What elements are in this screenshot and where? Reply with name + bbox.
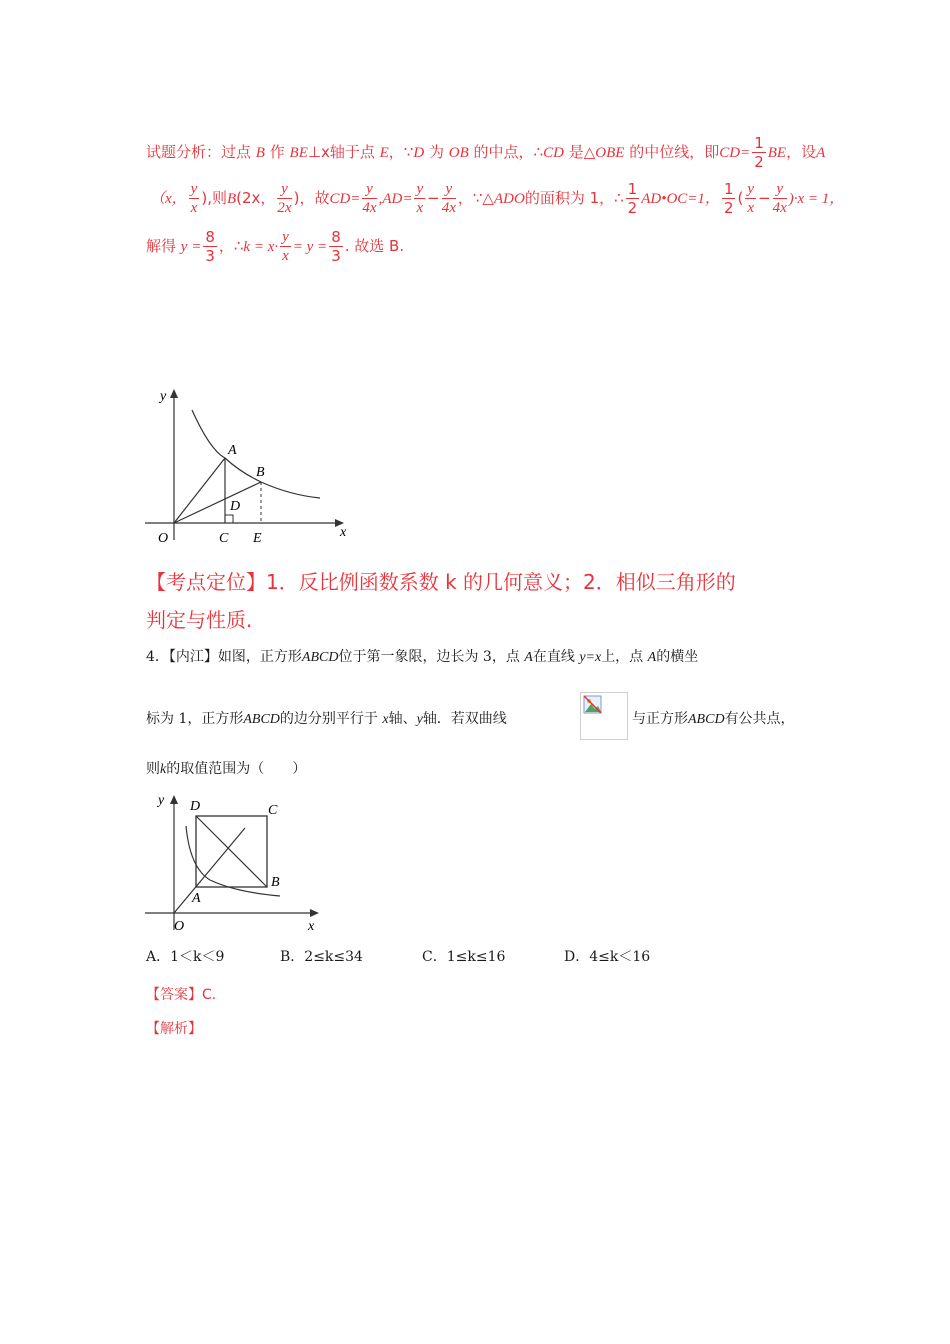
- paren: (: [737, 189, 744, 207]
- label-x: x: [340, 525, 347, 540]
- var-a: A: [816, 145, 826, 161]
- fraction-half: [752, 134, 766, 171]
- frac-den: 3: [331, 247, 341, 265]
- analysis-text: . 故选 B.: [344, 237, 405, 255]
- frac-den: x: [282, 248, 289, 264]
- q-text: 上，点: [601, 649, 644, 665]
- analysis-text: 解得: [146, 237, 177, 255]
- label-o: O: [158, 531, 169, 546]
- analysis-text: )，故: [293, 189, 330, 207]
- analysis-text: 的面积为 1，∴: [524, 189, 624, 207]
- figure-1-diagram: [140, 380, 370, 550]
- expr-eq: = y =: [292, 239, 328, 255]
- analysis-text: 的中点，∴: [473, 143, 544, 161]
- q-text: 的边分别平行于: [279, 711, 378, 727]
- right-angle-mark: [225, 515, 233, 523]
- segment-oa: [174, 458, 225, 523]
- analysis-line-2: [150, 180, 844, 217]
- keypoint-line-2: 判定与性质.: [146, 608, 253, 632]
- frac-den: x: [747, 200, 755, 216]
- frac-num: y: [190, 181, 198, 197]
- q-text: 标为 1，正方形: [146, 711, 244, 727]
- frac-num: y: [362, 180, 376, 199]
- label-y: y: [158, 793, 165, 808]
- label-y: y: [160, 389, 167, 404]
- label-x: x: [308, 919, 315, 934]
- var-ad: ,AD=: [378, 191, 413, 207]
- var-obe: OBE: [595, 145, 625, 161]
- minus-sign: −: [758, 189, 771, 207]
- fraction-y-over-4x: [362, 180, 376, 217]
- label-c: C: [268, 803, 278, 818]
- fraction-y-over-x: [414, 180, 425, 217]
- frac-num: 1: [723, 180, 734, 198]
- var-adoc: AD•OC=1，: [641, 191, 720, 207]
- frac-num: y: [773, 180, 787, 199]
- q-text: 的横坐: [656, 649, 699, 665]
- question-line-1: [146, 646, 698, 666]
- fraction-half: [626, 180, 640, 217]
- analysis-text: 试题分析：过点: [146, 143, 252, 161]
- label-b: B: [271, 875, 280, 890]
- q-text: 轴、: [388, 711, 417, 727]
- label-d: D: [230, 499, 241, 514]
- minus-sign: −: [427, 189, 440, 207]
- q-text: 位于第一象限，边长为 3，点: [338, 649, 520, 665]
- q-text: 在直线: [532, 649, 575, 665]
- analysis-line-3: [146, 228, 404, 265]
- analysis-line-1: [146, 134, 825, 171]
- fraction-8-over-3: [329, 228, 343, 265]
- question-line-3: [146, 758, 306, 778]
- frac-den: 3: [205, 247, 215, 265]
- var-abcd: ABCD: [301, 650, 339, 665]
- analysis-text: （x，: [150, 191, 187, 207]
- fraction-y-over-4x: [773, 180, 787, 217]
- image-placeholder-icon: [583, 695, 603, 715]
- frac-num: 8: [331, 228, 341, 246]
- frac-num: y: [282, 229, 289, 245]
- frac-den: x: [416, 200, 424, 216]
- var-abcd: ABCD: [688, 712, 725, 727]
- analysis-text: ，∵△: [457, 189, 494, 207]
- frac-den: 4x: [772, 200, 787, 216]
- y-axis-arrow: [170, 389, 178, 398]
- analysis-text: ，∵: [388, 143, 414, 161]
- option-b: B．2≤k≤34: [280, 949, 363, 965]
- figure-2-diagram: [140, 788, 330, 938]
- label-a: A: [192, 891, 201, 906]
- frac-num: y: [416, 181, 424, 197]
- q-text: 的取值范围为（ ）: [166, 761, 307, 777]
- frac-num: y: [442, 180, 456, 199]
- frac-num: 8: [205, 228, 215, 246]
- y-axis-arrow: [170, 795, 178, 804]
- frac-num: 1: [627, 180, 638, 198]
- question-line-2b: [632, 708, 795, 728]
- answer-label: 【答案】C.: [146, 987, 217, 1003]
- q-text: 有公共点，: [724, 711, 795, 727]
- frac-num: 1: [754, 134, 764, 152]
- fraction-8-over-3: [203, 228, 217, 265]
- line-y-equals-x: [174, 828, 245, 913]
- var-k: k: [160, 762, 167, 777]
- fraction-y-over-2x: [277, 180, 291, 217]
- expr-y: y =: [180, 239, 202, 255]
- fraction-y-over-x: [280, 228, 291, 265]
- var-e: E: [379, 145, 389, 161]
- analysis-text: 的中位线，即: [629, 143, 720, 161]
- var-be: BE: [767, 145, 787, 161]
- expr-k: k = x·: [243, 239, 279, 255]
- broken-image-icon: [580, 692, 628, 740]
- var-cd: CD: [543, 145, 564, 161]
- var-abcd: ABCD: [243, 712, 280, 727]
- analysis-text: ⊥x轴于点: [307, 143, 375, 161]
- analysis-text: 作: [269, 143, 285, 161]
- label-a: A: [228, 443, 237, 458]
- explain-label: 【解析】: [146, 1021, 202, 1037]
- frac-num: y: [747, 181, 755, 197]
- var-be: BE: [289, 145, 308, 161]
- var-b: B: [255, 145, 265, 161]
- analysis-text: ),则: [201, 189, 227, 207]
- frac-den: 4x: [362, 200, 377, 216]
- keypoint-line-1: 【考点定位】1．反比例函数系数 k 的几何意义；2．相似三角形的: [146, 570, 736, 594]
- var-d: D: [413, 145, 425, 161]
- frac-den: 2: [754, 153, 764, 171]
- option-c: C．1≤k≤16: [422, 949, 506, 965]
- option-d: D．4≤k＜16: [564, 949, 651, 965]
- x-axis-arrow: [310, 909, 319, 917]
- q-text: 与正方形: [632, 711, 688, 727]
- frac-den: 2x: [277, 200, 292, 216]
- var-cd: CD=: [329, 191, 361, 207]
- analysis-text: ，∴: [218, 237, 244, 255]
- q-text: 轴．若双曲线: [422, 711, 507, 727]
- frac-den: 2: [723, 199, 734, 217]
- label-e: E: [253, 531, 262, 546]
- analysis-text: (2x，: [236, 189, 276, 207]
- fraction-y-over-x: [189, 180, 200, 217]
- var-y: y: [416, 712, 423, 727]
- q-text: 则: [146, 761, 160, 777]
- analysis-text: )·x = 1，: [788, 191, 845, 207]
- label-b: B: [256, 465, 265, 480]
- var-x: x: [382, 712, 389, 727]
- var-yx: y=x: [579, 650, 602, 665]
- analysis-text: 为: [428, 143, 444, 161]
- question-line-2: [146, 708, 507, 728]
- frac-num: y: [277, 180, 291, 199]
- var-a: A: [524, 650, 533, 665]
- diagonal-db: [196, 816, 267, 887]
- var-cd: CD=: [719, 145, 751, 161]
- option-a: A．1＜k＜9: [146, 949, 225, 965]
- var-ob: OB: [448, 145, 469, 161]
- label-o: O: [174, 919, 185, 934]
- fraction-half: [722, 180, 736, 217]
- q-text: 4．【内江】如图，正方形: [146, 649, 302, 665]
- analysis-text: ，设: [786, 143, 817, 161]
- frac-den: 4x: [441, 200, 456, 216]
- fraction-y-over-x: [745, 180, 756, 217]
- var-a: A: [647, 650, 657, 665]
- label-c: C: [219, 531, 229, 546]
- analysis-text: 是△: [568, 143, 596, 161]
- var-ado: ADO: [493, 191, 525, 207]
- label-d: D: [190, 799, 201, 814]
- fraction-y-over-4x: [442, 180, 456, 217]
- segment-ob: [174, 482, 261, 523]
- frac-den: 2: [627, 199, 638, 217]
- frac-den: x: [190, 200, 198, 216]
- var-b: B: [226, 191, 237, 207]
